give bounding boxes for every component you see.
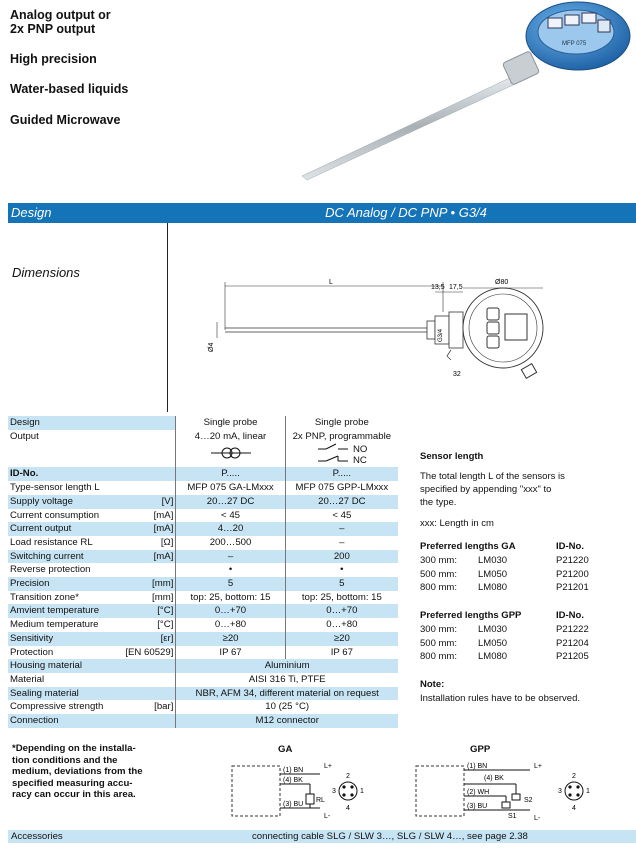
wiring-ga-title: GA <box>278 744 293 755</box>
wiring-gpp-title: GPP <box>470 744 491 755</box>
nc-label: NC <box>352 455 367 467</box>
no-label: NO <box>352 444 368 456</box>
spec-common-row <box>8 673 398 687</box>
spec-label: Transition zone* <box>10 591 79 603</box>
spec-common-value: AISI 316 Ti, PTFE <box>176 673 398 687</box>
spec-label: Sealing material <box>8 687 123 701</box>
spec-ga: MFP 075 GA-LMxxx <box>176 481 285 495</box>
footnote-line: specified measuring accu- <box>12 777 133 789</box>
feature-high-precision: High precision <box>10 52 97 66</box>
footnote <box>12 743 162 801</box>
length-code: LM030 <box>478 555 508 566</box>
spec-label: Load resistance RL <box>10 536 93 548</box>
footnote-line: *Depending on the installa- <box>12 743 136 754</box>
spec-common-value: Aluminium <box>176 659 398 673</box>
spec-ga: Single probe <box>176 416 285 430</box>
sensor-length-title: Sensor length <box>420 451 484 462</box>
spec-unit: [EN 60529] <box>125 646 174 658</box>
spec-unit <box>123 481 176 495</box>
spec-unit: [V] <box>123 495 176 509</box>
gpp-wire-3: (3) BU <box>467 803 488 810</box>
spec-label: Current consumption <box>10 509 100 521</box>
spec-ga: 4…20 <box>176 522 285 536</box>
spec-label: Medium temperature <box>10 619 99 631</box>
ga-lminus: L- <box>324 813 331 820</box>
spec-common-value: 10 (25 °C) <box>176 700 398 714</box>
note-text: Installation rules have to be observed. <box>420 693 581 704</box>
length-code: LM080 <box>478 582 508 593</box>
spec-label: Compressive strength <box>10 701 104 713</box>
length-code: LM080 <box>478 651 508 662</box>
spec-common-value: M12 connector <box>176 714 398 728</box>
spec-row <box>8 467 398 481</box>
spec-unit: [°C] <box>157 619 174 631</box>
length-code: LM050 <box>478 637 508 649</box>
spec-label: Protection <box>10 646 54 658</box>
spec-gpp: < 45 <box>285 509 398 523</box>
analog-output-symbol <box>209 445 253 461</box>
spec-label: Material <box>10 673 45 685</box>
gpp-pin-4: 4 <box>572 805 576 812</box>
gpp-s1: S1 <box>508 813 517 820</box>
spec-label: Housing material <box>8 659 123 673</box>
spec-row <box>8 563 398 577</box>
spec-unit: [°C] <box>123 604 176 618</box>
spec-label: Type-sensor length L <box>10 482 100 494</box>
length-id: P21205 <box>556 651 589 662</box>
length-id: P21220 <box>556 555 589 566</box>
spec-ga: 4…20 mA, linear <box>176 430 285 444</box>
spec-gpp: P..... <box>285 467 398 481</box>
spec-label: Switching current <box>8 550 123 564</box>
dim-d80: Ø80 <box>495 279 509 286</box>
spec-row-output <box>8 430 398 444</box>
spec-row <box>8 618 398 632</box>
spec-common-row <box>8 700 398 714</box>
length-mm: 300 mm: <box>420 624 457 635</box>
length-code: LM050 <box>478 568 508 580</box>
note-title: Note: <box>420 679 445 690</box>
spec-gpp: • <box>285 563 398 577</box>
feature-analog-output: Analog output or <box>10 8 111 22</box>
spec-gpp: top: 25, bottom: 15 <box>285 591 398 605</box>
ga-lengths-title: Preferred lengths GA <box>420 541 516 552</box>
length-id: P21200 <box>556 568 589 580</box>
gpp-wire-2: (2) WH <box>467 789 490 796</box>
spec-unit <box>123 687 176 701</box>
ga-wire-3: (3) BU <box>283 801 304 808</box>
pnp-switch-symbol <box>316 443 350 467</box>
spec-row <box>8 632 398 646</box>
spec-ga: < 45 <box>176 509 285 523</box>
spec-unit <box>123 659 176 673</box>
gpp-pin-3: 3 <box>558 788 562 795</box>
spec-gpp: 0…+80 <box>285 618 398 632</box>
spec-unit: [mA] <box>153 509 174 521</box>
spec-gpp: 0…+70 <box>285 604 398 618</box>
spec-row-symbols <box>8 443 398 467</box>
length-mm: 500 mm: <box>420 568 457 580</box>
spec-common-row <box>8 659 398 673</box>
spec-common-row <box>8 714 398 728</box>
spec-gpp: – <box>285 522 398 536</box>
gpp-pin-2: 2 <box>572 773 576 780</box>
sensor-length-text-1: The total length L of the sensors is <box>420 471 565 482</box>
accessories-text: connecting cable SLG / SLW 3…, SLG / SLW 4…, see page 2.38 <box>252 831 528 842</box>
spec-row <box>8 522 398 536</box>
spec-ga: top: 25, bottom: 15 <box>176 591 285 605</box>
spec-label: Current output <box>8 522 123 536</box>
gpp-pin-1: 1 <box>586 788 590 795</box>
accessories-row <box>8 830 636 843</box>
spec-gpp: 5 <box>285 577 398 591</box>
spec-ga: 20…27 DC <box>176 495 285 509</box>
feature-water-based: Water-based liquids <box>10 82 129 96</box>
footnote-line: racy can occur in this area. <box>12 789 136 801</box>
spec-label: Precision <box>8 577 123 591</box>
length-mm: 500 mm: <box>420 637 457 649</box>
gpp-s2: S2 <box>524 797 533 804</box>
dim-13-5: 13,5 <box>431 284 445 291</box>
spec-ga: P..... <box>176 467 285 481</box>
spec-label: Amvient temperature <box>8 604 123 618</box>
spec-gpp: 20…27 DC <box>285 495 398 509</box>
dim-wrench: 32 <box>453 371 461 378</box>
spec-gpp: ≥20 <box>285 632 398 646</box>
spec-unit: [Ω] <box>160 536 174 548</box>
design-banner <box>8 203 636 223</box>
wiring-ga-diagram <box>228 758 368 824</box>
spec-row <box>8 495 398 509</box>
length-mm: 800 mm: <box>420 582 457 593</box>
ga-rl: RL <box>316 797 325 804</box>
dimension-drawing <box>195 272 555 384</box>
spec-unit: [εr] <box>123 632 176 646</box>
spec-gpp: MFP 075 GPP-LMxxx <box>285 481 398 495</box>
xxx-note: xxx: Length in cm <box>420 518 494 529</box>
spec-unit: [mA] <box>123 550 176 564</box>
gpp-lplus: L+ <box>534 763 542 770</box>
spec-unit <box>123 714 176 728</box>
dim-d4: Ø4 <box>208 342 215 352</box>
spec-unit <box>123 673 176 687</box>
spec-ga: • <box>176 563 285 577</box>
spec-ga: 0…+80 <box>176 618 285 632</box>
feature-pnp-output: 2x PNP output <box>10 22 96 36</box>
spec-ga: 0…+70 <box>176 604 285 618</box>
spec-unit: [mm] <box>152 591 174 603</box>
footnote-line: tion conditions and the <box>12 754 118 766</box>
gpp-lengths-title: Preferred lengths GPP <box>420 610 522 621</box>
dim-L: L <box>329 279 333 286</box>
spec-gpp: IP 67 <box>285 646 398 660</box>
spec-ga: ≥20 <box>176 632 285 646</box>
dim-thread: G3/4 <box>438 328 444 342</box>
spec-unit: [bar] <box>154 701 174 713</box>
spec-label: Output <box>10 430 39 442</box>
spec-common-row <box>8 687 398 701</box>
length-mm: 800 mm: <box>420 651 457 662</box>
spec-row <box>8 646 398 660</box>
ga-pin-2: 2 <box>346 773 350 780</box>
sensor-length-text-2: specified by appending "xxx" to <box>420 484 552 495</box>
spec-row <box>8 577 398 591</box>
feature-guided-microwave: Guided Microwave <box>10 113 121 127</box>
spec-label: Design <box>8 416 123 430</box>
spec-table <box>8 416 398 728</box>
spec-gpp: Single probe <box>285 416 398 430</box>
spec-gpp: – <box>285 536 398 550</box>
dim-17-5: 17,5 <box>449 284 463 291</box>
spec-gpp: 200 <box>285 550 398 564</box>
spec-common-value: NBR, AFM 34, different material on request <box>176 687 398 701</box>
spec-row <box>8 536 398 550</box>
spec-gpp: 2x PNP, programmable <box>285 430 398 444</box>
spec-unit <box>123 467 176 481</box>
product-photo <box>280 0 636 190</box>
spec-row <box>8 550 398 564</box>
spec-ga: IP 67 <box>176 646 285 660</box>
banner-right-label: DC Analog / DC PNP • G3/4 <box>325 205 487 220</box>
section-divider <box>167 223 168 412</box>
spec-row <box>8 591 398 605</box>
spec-label: Reverse protection <box>10 564 91 576</box>
footnote-line: medium, deviations from the <box>12 766 143 778</box>
gpp-wire-1: (1) BN <box>467 763 488 770</box>
ga-pin-1: 1 <box>360 788 364 795</box>
dimensions-label: Dimensions <box>12 265 80 280</box>
length-mm: 300 mm: <box>420 555 457 566</box>
spec-row-design <box>8 416 398 430</box>
spec-label: ID-No. <box>8 467 123 481</box>
accessories-label: Accessories <box>11 831 63 842</box>
spec-label: Sensitivity <box>8 632 123 646</box>
spec-ga: – <box>176 550 285 564</box>
length-id: P21222 <box>556 624 589 635</box>
gpp-id-header: ID-No. <box>556 610 584 621</box>
ga-wire-1: (1) BN <box>283 767 304 774</box>
sensor-length-text-3: the type. <box>420 497 457 508</box>
spec-row <box>8 481 398 495</box>
ga-id-header: ID-No. <box>556 541 584 552</box>
banner-left-label: Design <box>11 205 52 220</box>
length-id: P21201 <box>556 582 589 593</box>
device-brand-text: MFP 075 <box>562 41 587 47</box>
length-id: P21204 <box>556 637 589 649</box>
wiring-gpp-diagram <box>412 758 598 824</box>
spec-ga: 5 <box>176 577 285 591</box>
spec-label: Connection <box>8 714 123 728</box>
ga-pin-4: 4 <box>346 805 350 812</box>
ga-lplus: L+ <box>324 763 332 770</box>
spec-row <box>8 509 398 523</box>
gpp-wire-4: (4) BK <box>484 775 504 782</box>
spec-unit <box>123 563 176 577</box>
length-code: LM030 <box>478 624 508 635</box>
ga-wire-4: (4) BK <box>283 777 303 784</box>
spec-row <box>8 604 398 618</box>
spec-unit: [mA] <box>123 522 176 536</box>
spec-unit: [mm] <box>123 577 176 591</box>
ga-pin-3: 3 <box>332 788 336 795</box>
spec-ga: 200…500 <box>176 536 285 550</box>
spec-label: Supply voltage <box>8 495 123 509</box>
gpp-lminus: L- <box>534 815 541 822</box>
